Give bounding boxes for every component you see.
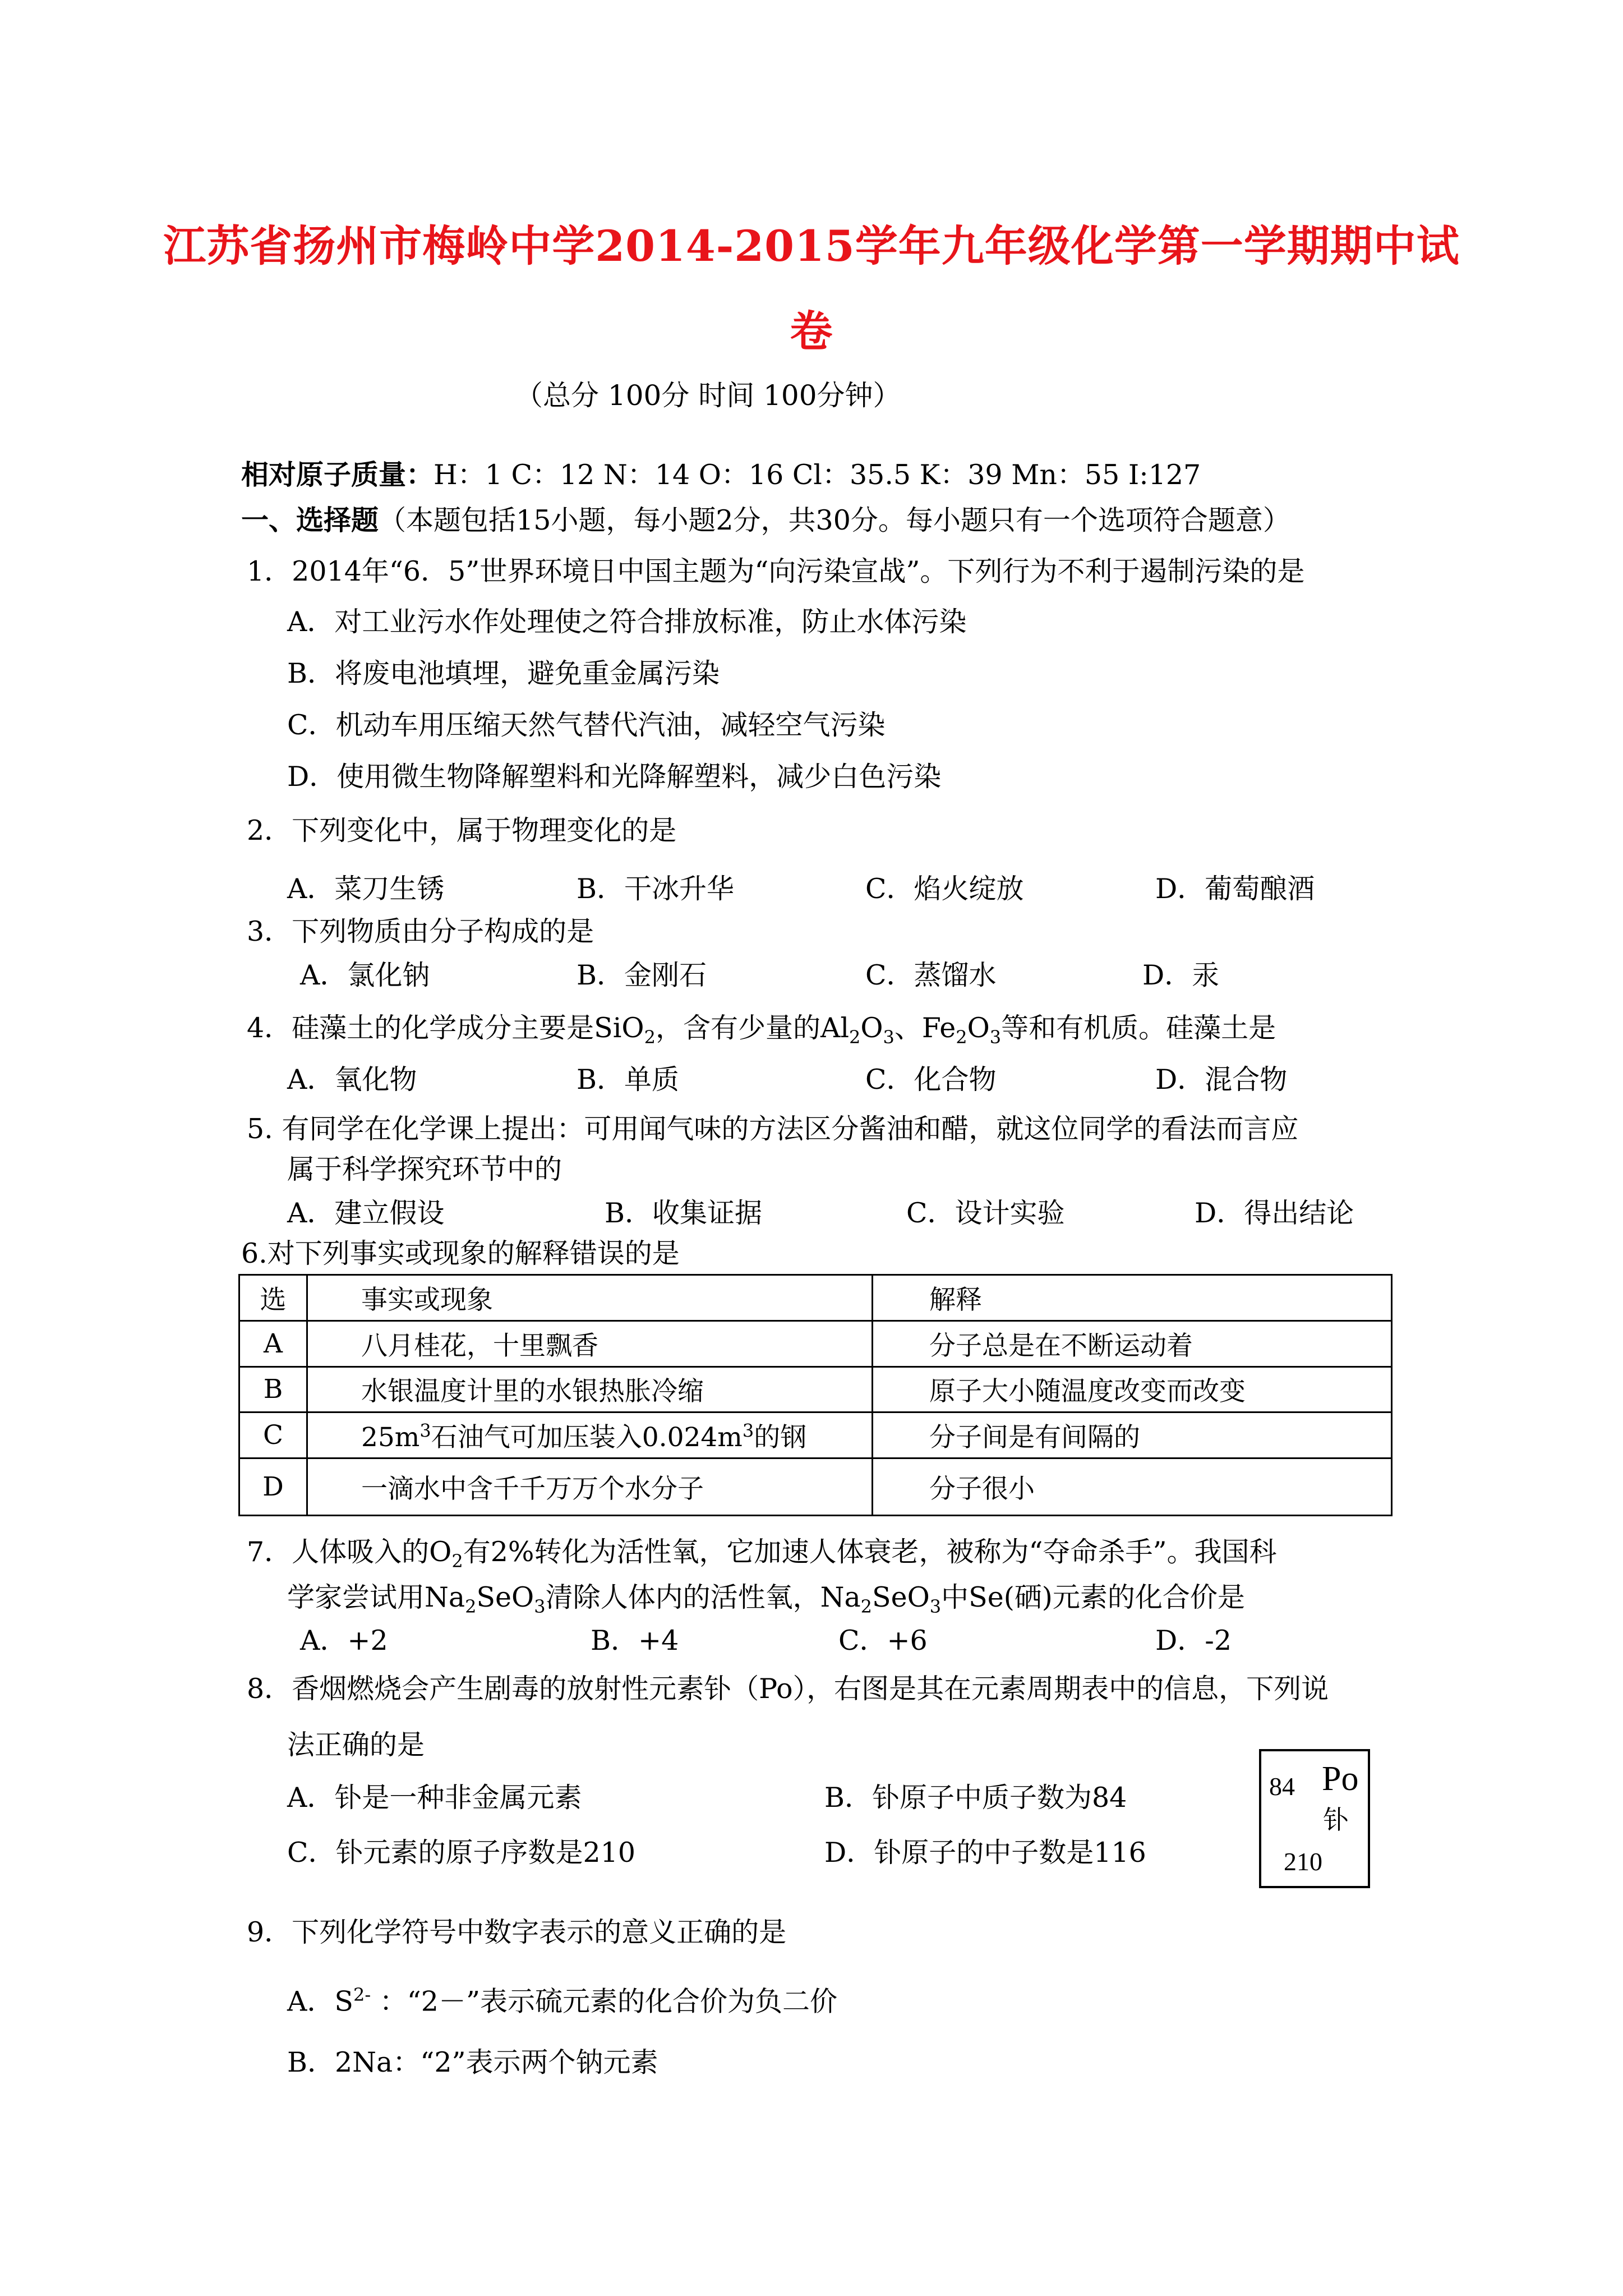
q7-text: SeO: [476, 1581, 534, 1613]
element-atomic-number: 84: [1269, 1772, 1295, 1801]
q9-text: A．S: [287, 1985, 353, 2018]
q5-option-c: C．设计实验: [906, 1197, 1065, 1229]
q5-option-a: A．建立假设: [287, 1197, 445, 1229]
table-cell-text: 石油气可加压装入0.024m: [431, 1422, 743, 1453]
subscript: 2: [451, 1550, 463, 1572]
element-symbol: Po: [1322, 1760, 1359, 1798]
q4-option-c: C．化合物: [865, 1064, 997, 1096]
q7-text: 7．人体吸入的O: [247, 1536, 452, 1568]
q7-option-a: A．+2: [300, 1625, 388, 1657]
q7-option-d: D．-2: [1155, 1625, 1232, 1657]
q7-text: 中Se(硒)元素的化合价是: [941, 1581, 1245, 1613]
q1-option-b: B．将废电池填埋，避免重金属污染: [287, 657, 720, 689]
q8-option-c: C．钋元素的原子序数是210: [287, 1837, 636, 1869]
q8-stem-line1: 8．香烟燃烧会产生剧毒的放射性元素钋（Po），右图是其在元素周期表中的信息，下列说: [247, 1673, 1329, 1705]
q4-subscript: 3: [883, 1026, 895, 1048]
atomic-mass-label: 相对原子质量：: [241, 458, 434, 491]
superscript: 3: [419, 1420, 431, 1442]
q7-text: 学家尝试用Na: [287, 1581, 465, 1613]
exam-subtitle: （总分 100分 时间 100分钟）: [515, 379, 901, 412]
q7-text: 有2%转化为活性氧，它加速人体衰老，被称为“夺命杀手”。我国科: [463, 1536, 1277, 1568]
table-cell: C: [239, 1412, 307, 1458]
table-cell: 分子很小: [873, 1458, 1392, 1516]
q3-option-a: A．氯化钠: [300, 959, 430, 991]
subscript: 2: [465, 1595, 477, 1617]
table-cell: 分子总是在不断运动着: [873, 1320, 1392, 1366]
table-cell: D: [239, 1458, 307, 1516]
q9-stem: 9．下列化学符号中数字表示的意义正确的是: [247, 1916, 787, 1948]
q5-stem-line2: 属于科学探究环节中的: [287, 1153, 562, 1185]
subscript: 3: [929, 1595, 942, 1617]
table-row: [239, 1366, 1392, 1412]
section-label: 一、选择题: [241, 504, 379, 536]
q7-text: SeO: [872, 1581, 930, 1613]
exam-title-line1: 江苏省扬州市梅岭中学2014-2015学年九年级化学第一学期期中试: [163, 221, 1460, 271]
q9-option-a: [287, 1984, 837, 2018]
q4-stem-part: 等和有机质。硅藻土是: [1001, 1012, 1276, 1044]
subscript: 2: [860, 1595, 873, 1617]
q4-option-d: D．混合物: [1155, 1064, 1288, 1096]
q4-stem: [247, 1014, 1276, 1046]
q8-option-d: D．钋原子的中子数是116: [824, 1837, 1146, 1869]
q8-stem-line2: 法正确的是: [287, 1729, 425, 1761]
atomic-mass-line: [241, 458, 1201, 491]
q1-option-d: D．使用微生物降解塑料和光降解塑料，减少白色污染: [287, 761, 942, 793]
element-atomic-mass: 210: [1284, 1847, 1322, 1876]
q6-stem: 6.对下列事实或现象的解释错误的是: [241, 1237, 680, 1269]
q8-option-b: B．钋原子中质子数为84: [824, 1782, 1127, 1814]
q2-option-d: D．葡萄酿酒: [1155, 873, 1315, 905]
q4-subscript: 3: [989, 1026, 1002, 1048]
section-note: （本题包括15小题，每小题2分，共30分。每小题只有一个选项符合题意）: [379, 504, 1290, 536]
q4-subscript: 2: [849, 1026, 861, 1048]
q4-option-b: B．单质: [577, 1064, 680, 1096]
table-cell-text: 25m: [361, 1422, 420, 1453]
q6-table: [238, 1274, 1393, 1516]
q7-stem-line2: [287, 1581, 1245, 1617]
table-cell: [307, 1412, 873, 1458]
atomic-mass-values: H：1 C：12 N：14 O：16 Cl：35.5 K：39 Mn：55 I:127: [434, 459, 1201, 491]
q3-option-b: B．金刚石: [577, 959, 707, 991]
table-cell: 水银温度计里的水银热胀冷缩: [307, 1366, 873, 1412]
q4-subscript: 2: [956, 1026, 967, 1048]
q2-option-c: C．焰火绽放: [865, 873, 1024, 905]
q4-subscript: 2: [644, 1026, 656, 1048]
q1-option-c: C．机动车用压缩天然气替代汽油，减轻空气污染: [287, 709, 886, 741]
q7-text: 清除人体内的活性氧，Na: [545, 1581, 861, 1613]
q5-stem-line1: 5. 有同学在化学课上提出：可用闻气味的方法区分酱油和醋，就这位同学的看法而言应: [247, 1113, 1299, 1145]
q4-stem-part: 、Fe: [894, 1012, 956, 1044]
q2-stem: 2．下列变化中，属于物理变化的是: [247, 815, 677, 846]
q1-option-a: A．对工业污水作处理使之符合排放标准，防止水体污染: [287, 606, 967, 638]
q4-option-a: A．氧化物: [287, 1064, 417, 1096]
table-cell: 分子间是有间隔的: [873, 1412, 1392, 1458]
q3-option-c: C．蒸馏水: [865, 959, 997, 991]
subscript: 3: [534, 1595, 546, 1617]
q9-option-b: B．2Na：“2”表示两个钠元素: [287, 2046, 658, 2078]
table-header-cell: 解释: [873, 1275, 1392, 1321]
table-row: [239, 1458, 1392, 1516]
q7-option-b: B．+4: [591, 1625, 679, 1657]
q5-option-d: D．得出结论: [1195, 1197, 1354, 1229]
q2-option-a: A．菜刀生锈: [287, 873, 445, 905]
q7-option-c: C．+6: [838, 1625, 928, 1657]
periodic-element-card: [1259, 1749, 1370, 1888]
q5-option-b: B．收集证据: [605, 1197, 763, 1229]
table-row: [239, 1320, 1392, 1366]
table-header-row: [239, 1275, 1392, 1321]
exam-title-line2: 卷: [790, 306, 833, 356]
q8-option-a: A．钋是一种非金属元素: [287, 1782, 582, 1814]
q9-text: ：“2－”表示硫元素的化合价为负二价: [371, 1985, 837, 2018]
q3-option-d: D．汞: [1142, 959, 1220, 991]
q4-stem-part: ，含有少量的Al: [655, 1012, 850, 1044]
superscript: 3: [742, 1420, 754, 1442]
section-heading: [241, 504, 1290, 536]
table-header-cell: 选: [239, 1275, 307, 1321]
q3-stem: 3．下列物质由分子构成的是: [247, 915, 594, 947]
q2-option-b: B．干冰升华: [577, 873, 735, 905]
table-cell: 原子大小随温度改变而改变: [873, 1366, 1392, 1412]
table-cell: 八月桂花，十里飘香: [307, 1320, 873, 1366]
q4-stem-part: O: [860, 1012, 883, 1044]
q4-stem-part: O: [967, 1012, 990, 1044]
superscript: 2-: [353, 1984, 371, 2005]
table-cell: A: [239, 1320, 307, 1366]
element-name: 钋: [1323, 1806, 1349, 1834]
q1-stem: 1．2014年“6．5”世界环境日中国主题为“向污染宣战”。下列行为不利于遏制污染的是: [247, 555, 1305, 587]
table-cell: B: [239, 1366, 307, 1412]
q4-stem-part: 4．硅藻土的化学成分主要是SiO: [247, 1012, 644, 1044]
q7-stem-line1: [247, 1538, 1277, 1570]
table-header-cell: 事实或现象: [307, 1275, 873, 1321]
table-cell-text: 的钢: [754, 1422, 807, 1453]
table-row: [239, 1412, 1392, 1458]
table-cell: 一滴水中含千千万万个水分子: [307, 1458, 873, 1516]
